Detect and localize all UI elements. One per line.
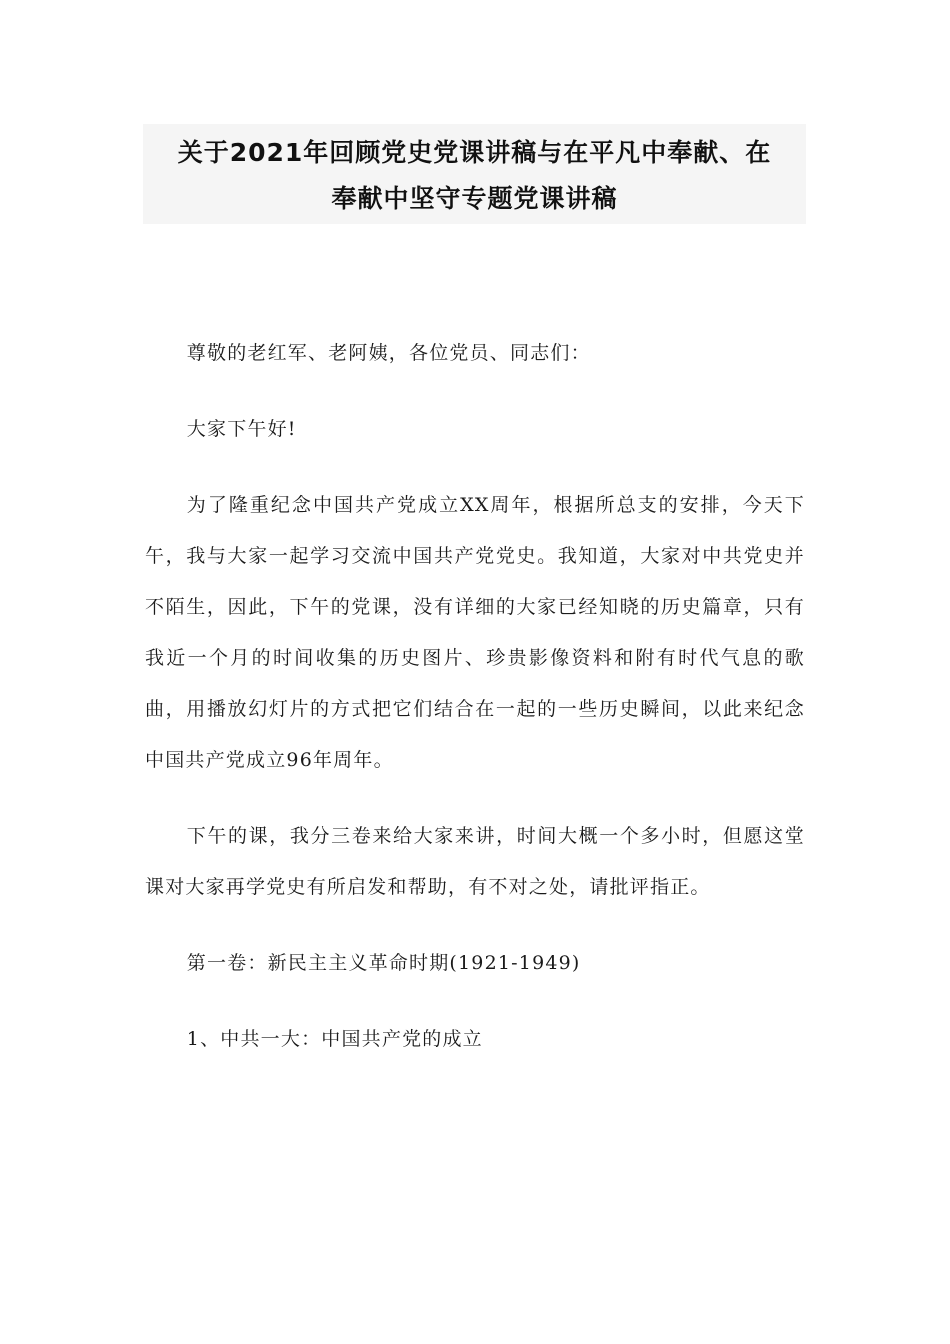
intro-paragraph: 为了隆重纪念中国共产党成立XX周年，根据所总支的安排，今天下午，我与大家一起学习交流中国共产党党史。我知道，大家对中共党史并不陌生，因此，下午的党课，没有详细的大家已经知晓的历史篇章，只有我近一个月的时间收集的历史图片、珍贵影像资料和附有时代气息的歌曲，用播放幻灯片的方式把它们结合在一起的一些历史瞬间，以此来纪念中国共产党成立96年周年。	[145, 494, 805, 771]
section-heading: 第一卷：新民主主义革命时期(1921-1949)	[186, 952, 581, 974]
document-title	[143, 124, 806, 224]
greeting-paragraph: 大家下午好!	[186, 418, 297, 440]
outline-paragraph: 下午的课，我分三卷来给大家来讲，时间大概一个多小时，但愿这堂课对大家再学党史有所启发和帮助，有不对之处，请批评指正。	[145, 825, 805, 898]
subsection-heading: 1、中共一大：中国共产党的成立	[186, 1028, 483, 1050]
title-line-2: 奉献中坚守专题党课讲稿	[331, 184, 618, 213]
document-body	[145, 328, 805, 1090]
salutation-paragraph: 尊敬的老红军、老阿姨，各位党员、同志们：	[186, 342, 591, 364]
title-line-1: 关于2021年回顾党史党课讲稿与在平凡中奉献、在	[177, 138, 772, 167]
